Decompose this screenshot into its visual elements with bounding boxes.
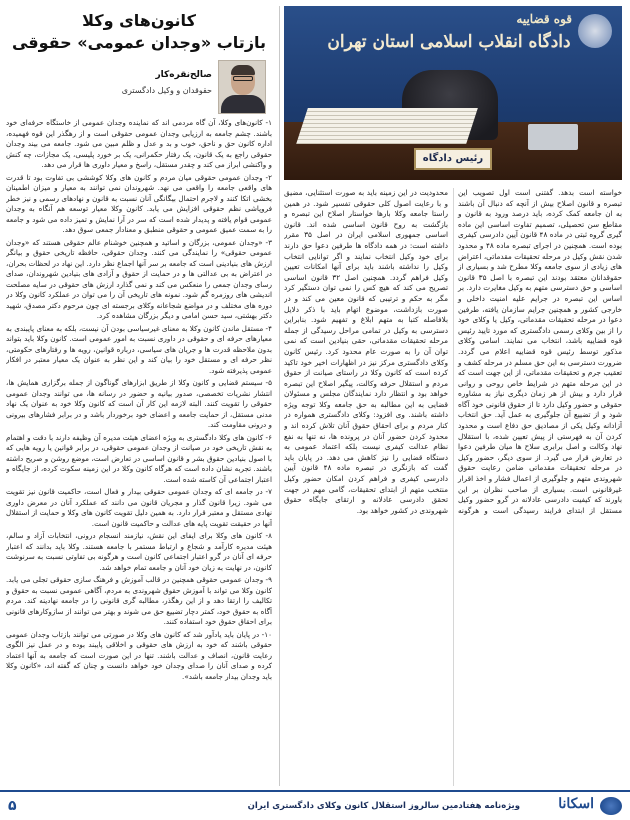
right-article-body: خواسته است بدهد. گفتنی است اول تصویب این تبصره و قانون اصلاح بیش از آنچه که دنبال آن باشند به ان جامعه کمک کرده، باید درصد ورود به قانون و مقاطع سن تحصیلی، تصمیم تفاوت اساسی این ماده گیری گروه ثبتی در ماده ۴۸ قانون آیین دادرسی کیفری بوده است. همچنین در اجرای تبصره ماده ۴۸ و محدود شدن نقش وکیل در مرحله تحقیقات مقدماتی، اعتراض های زیادی از سوی جامعه وکلا مطرح شد و بسیاری از حقوقدانان معتقد بودند این تبصره با اصل ۳۵ قانون اساسی و حق دسترسی متهم به وکیل مغایرت دارد. بر اساس این تبصره در جرایم علیه امنیت داخلی و خارجی کشور و همچنین جرایم سازمان یافته، طرفین دعوا در مرحله تحقیقات مقدماتی، وکیل یا وکلای خود را از بین وکلای رسمی دادگستری که مورد تایید رئیس قوه قضاییه باشد، انتخاب می نمایند. اسامی وکلای مذکور توسط رئیس قوه قضاییه اعلام می گردد. ضرورت دسترسی به این حق مسلم در مرحله کشف و تعقیب جرم و تحقیقات مقدماتی، از این جهت است که در این مرحله متهم در شرایط خاص روحی و روانی قرار دارد و بیش از هر زمان دیگری نیاز به مشاوره حقوقی و حضور وکیل دارد تا از حقوق قانونی خود آگاه شود و از تضییع آن جلوگیری به عمل آید. حق انتخاب آزادانه وکیل یکی از مصادیق حق دفاع است و محدود کردن آن به فهرستی از پیش تعیین شده، با استقلال نهاد وکالت و اصل برابری سلاح ها میان طرفین دعوا در تعارض قرار می گیرد. از سوی دیگر، حضور وکیل در مرحله تحقیقات مقدماتی ضامن رعایت حقوق شهروندی متهم و جلوگیری از اعمال فشار و اخذ اقرار غیرقانونی است. بسیاری از صاحب نظران بر این باورند که کیفیت دادرسی عادلانه در گرو حضور وکیل مستقل از ابتدای فرایند رسیدگی است و هرگونه محدودیت در این زمینه باید به صورت استثنایی، مضیق و با رعایت اصول کلی حقوقی تفسیر شود. در همین راستا جامعه وکلا بارها خواستار اصلاح این تبصره و بازگشت به روح قانون اساسی شده اند. قانون اساسی جمهوری اسلامی ایران در اصل ۳۵ مقرر داشته است: در همه دادگاه ها طرفین دعوا حق دارند برای خود وکیل انتخاب نمایند و اگر توانایی انتخاب وکیل را نداشته باشند باید برای آنها امکانات تعیین وکیل فراهم گردد. همچنین اصل ۳۲ قانون اساسی تصریح می کند که هیچ کس را نمی توان دستگیر کرد مگر به حکم و ترتیبی که قانون معین می کند و در صورت بازداشت، موضوع اتهام باید با ذکر دلایل بلافاصله کتبا به متهم ابلاغ و تفهیم شود. بنابراین دسترسی به وکیل در تمامی مراحل رسیدگی از جمله مرحله تحقیقات مقدماتی، حقی بنیادین است که نمی توان آن را به صورت عام محدود کرد. رئیس کانون وکلای دادگستری مرکز نیز در اظهارات اخیر خود تاکید کرده است که کانون وکلا در راستای صیانت از حقوق مردم و استقلال حرفه وکالت، پیگیر اصلاح این تبصره خواهد بود و انتظار دارد نمایندگان مجلس و مسئولان قضایی به این مطالبه به حق جامعه وکلا توجه ویژه داشته باشند. وی افزود: وکلای دادگستری همواره در کنار مردم و برای احقاق حقوق آنان تلاش کرده اند و محدود کردن حضور آنان در پرونده ها، نه تنها به نفع نظام عدالت کیفری نیست بلکه اعتماد عمومی به دستگاه قضایی را نیز کاهش می دهد. در پایان باید گفت که بازنگری در تبصره ماده ۴۸ قانون آیین دادرسی کیفری و فراهم کردن امکان حضور وکیل منتخب متهم از ابتدای تحقیقات، گامی مهم در جهت تحقق دادرسی عادلانه و ارتقای جایگاه حقوق شهروندی در کشور خواهد بود. [284, 188, 622, 515]
left-column [6, 6, 272, 786]
paragraph: ۱- کانون‌های وکلا، آن گاه مردمی اند که نماینده وجدان عمومی از خاستگاه حرفه‌ای خود باشند. چشم جامعه به ارزیابی وجدان عمومی حقوقی است و از رهگذر این قوه فهمیده، اداره کانون حق و ناحق، خوب و بد و عدل و ظلم مبین می شود. جامعه می بیند وجدان حقوقی راجع به یک قانون، یک رفتار حکمرانی، یک بر خورد پلیسی، یک مجازات، چه کنش و واکنشی ابراز می کند و چقدر مستقل، راسخ و معیار داوری ها قرار می دهد. [6, 118, 272, 169]
paragraph: ۶- کانون های وکلا دادگستری به ویژه اعضای هیئت مدیره آن وظیفه دارند با دقت و اهتمام به نقش تاریخی خود در صیانت از وجدان عمومی حقوقی، در برابر قوانین یا رویه هایی که با اصول بنیادین حقوق بشر و قانون اساسی در تعارض است، موضع روشن و صریح داشته باشند. تجربه نشان داده است که هرگاه کانون وکلا در این زمینه سکوت کرده، از جایگاه و اعتبار اجتماعی آن کاسته شده است. [6, 432, 272, 484]
author-name: صالح‌نقره‌کار [155, 70, 212, 80]
article-headline [6, 6, 272, 54]
left-article-body [6, 118, 272, 808]
column-divider [279, 6, 280, 786]
author-role: حقوقدان و وکیل دادگستری [121, 86, 212, 95]
paragraph: ۲- وجدان عمومی حقوقی میان مردم و کانون های وکلا کوششی بی تفاوت بود تا قدرت های واقعی جامعه را واقعی می نهد. شهروندان نمی توانند به معیار و میزان اطمینان بخشی اتکا کنند و لاجرم احتمال بیگانگی آنان نسبت به قانون و نهادهای رسمی و نیز خطر فروپاشی نظم حقوقی افزایش می یابد. کانون وکلا معیار توسعه هم آنگاه به وجدان عمومی قوام یافته و پدیدار شده است که سر در آرا نمایش و تمیز داده می شود و جامعه را به سمت عمیق عمومی و حقوقی منطبق و معنادار جمعی سوق دهد. [6, 172, 272, 234]
paragraph: ۴- مستقل ماندن کانون وکلا به معنای غیرسیاسی بودن آن نیست، بلکه به معنای پایبندی به معیارهای حرفه ای و حقوقی در داوری نسبت به امور عمومی است. کانون وکلا باید بتواند بدون ملاحظه قدرت ها و جریان های سیاسی، درباره قوانین، رویه ها و رفتارهای حکومتی، نظر حرفه ای و مستقل خود را بیان کند و این نظر به عنوان یک معیار معتبر در افکار عمومی پذیرفته شود. [6, 323, 272, 375]
paragraph: ۸- کانون های وکلا برای ایفای این نقش، نیازمند انسجام درونی، انتخابات آزاد و سالم، هیئت مدیره کارآمد و شجاع و ارتباط مستمر با جامعه هستند. وکلا باید بدانند که اعتبار حرفه ای آنان در گرو اعتبار اجتماعی کانون است و هرگونه بی تفاوتی نسبت به سرنوشت کانون، در نهایت به زیان خود آنان و جامعه تمام خواهد شد. [6, 531, 272, 572]
file-stack [296, 108, 478, 144]
headline-line-2: بازتاب «وجدان عمومی» حقوقی [11, 33, 267, 52]
publication-logo [530, 795, 622, 817]
logo-mark-icon [600, 797, 622, 815]
paragraph: ۹- وجدان عمومی حقوقی همچنین در قالب آموزش و فرهنگ سازی حقوقی تجلی می یابد. کانون وکلا می تواند با آموزش حقوق شهروندی به مردم، آگاهی عمومی نسبت به حقوق و تکالیف را ارتقا دهد و از این رهگذر، مطالبه گری قانونی را در جامعه نهادینه کند. مردم آگاه به حقوق خود، کمتر دچار تضییع حق می شوند و بهتر می توانند از سازوکارهای قانونی برای احقاق حقوق خود استفاده کنند. [6, 575, 272, 626]
logo-text: اسکانا [558, 796, 594, 812]
laptop [528, 124, 578, 150]
nameplate: رئیس دادگاه [414, 148, 492, 170]
paragraph: ۷- در جامعه ای که وجدان عمومی حقوقی بیدار و فعال است، حاکمیت قانون نیز تقویت می شود. زیرا قانون گذار و مجریان قانون می دانند که عملکرد آنان در معرض داوری نهادی مستقل و معتبر قرار دارد. به همین دلیل تقویت کانون های وکلا و حمایت از استقلال آنها در حقیقت تقویت پایه های عدالت و حاکمیت قانون است. [6, 487, 272, 528]
byline [6, 58, 272, 116]
paragraph: ۳- «وجدان عمومی، بزرگان و اساتید و همچنین خوشنام عالم حقوقی هستند که «وجدان عمومی حقوقی» را نمایندگی می کنند. وجدان حقوقی، حافظه تاریخی حقوق و بیانگر ارزش های بنیادینی است که جامعه بر سر آنها اجماع نظر دارد. این نهاد در لحظات بحران، در اعتراض به بی عدالتی ها و در حمایت از حقوق و آزادی های بنیادین شهروندان، صدای رسای وجدان جمعی را منعکس می کند و نمی گذارد ارزش های حقوقی در سایه مصلحت اندیشی های روزمره گم شود. نمونه های تاریخی آن را می توان در عملکرد کانون وکلا در دوره های مختلف و در مواضع شجاعانه وکلای برجسته ای چون مرحوم دکتر مصدق، شهید دکتر بهشتی، سید حسن امامی و دیگر بزرگان مشاهده کرد. [6, 237, 272, 320]
right-column [284, 6, 622, 786]
author-avatar [218, 60, 266, 114]
footer-title: ویژه‌نامه هفتادمین سالروز استقلال کانون وکلای دادگستری ایران [247, 801, 520, 811]
page-footer [0, 790, 630, 820]
courtroom-photo [284, 6, 622, 180]
photo-banner-big: دادگاه انقلاب اسلامی استان تهران [327, 32, 571, 52]
headline-line-1: کانون‌های وکلا [82, 11, 196, 30]
paragraph: ۵- سیستم قضایی و کانون وکلا از طریق ابزارهای گوناگون از جمله برگزاری همایش ها، انتشار نشریات تخصصی، صدور بیانیه و حضور در رسانه ها، می توانند وجدان عمومی حقوقی را تقویت کنند. البته لازمه این کار آن است که کانون وکلا خود به عنوان یک نهاد مدنی مستقل، از حمایت جامعه و اعضای خود برخوردار باشد و در برابر فشارهای بیرونی و درونی مقاومت کند. [6, 378, 272, 429]
photo-banner-small: قوه قضاییه [516, 12, 572, 26]
paragraph: ۱۰- در پایان باید یادآور شد که کانون های وکلا در صورتی می توانند بازتاب وجدان عمومی حقوقی باشند که خود به ارزش های حقوقی و اخلاقی پایبند بوده و در عمل نیز الگوی رعایت قانون، انصاف و عدالت باشند. تنها در این صورت است که جامعه به آنها اعتماد کرده و صدای آنان را صدای وجدان خود خواهد دانست و چنان که گفته اند، «کانون وکلا باید وجدان بیدار جامعه باشد». [6, 629, 272, 681]
page-number: ۵ [8, 798, 17, 814]
